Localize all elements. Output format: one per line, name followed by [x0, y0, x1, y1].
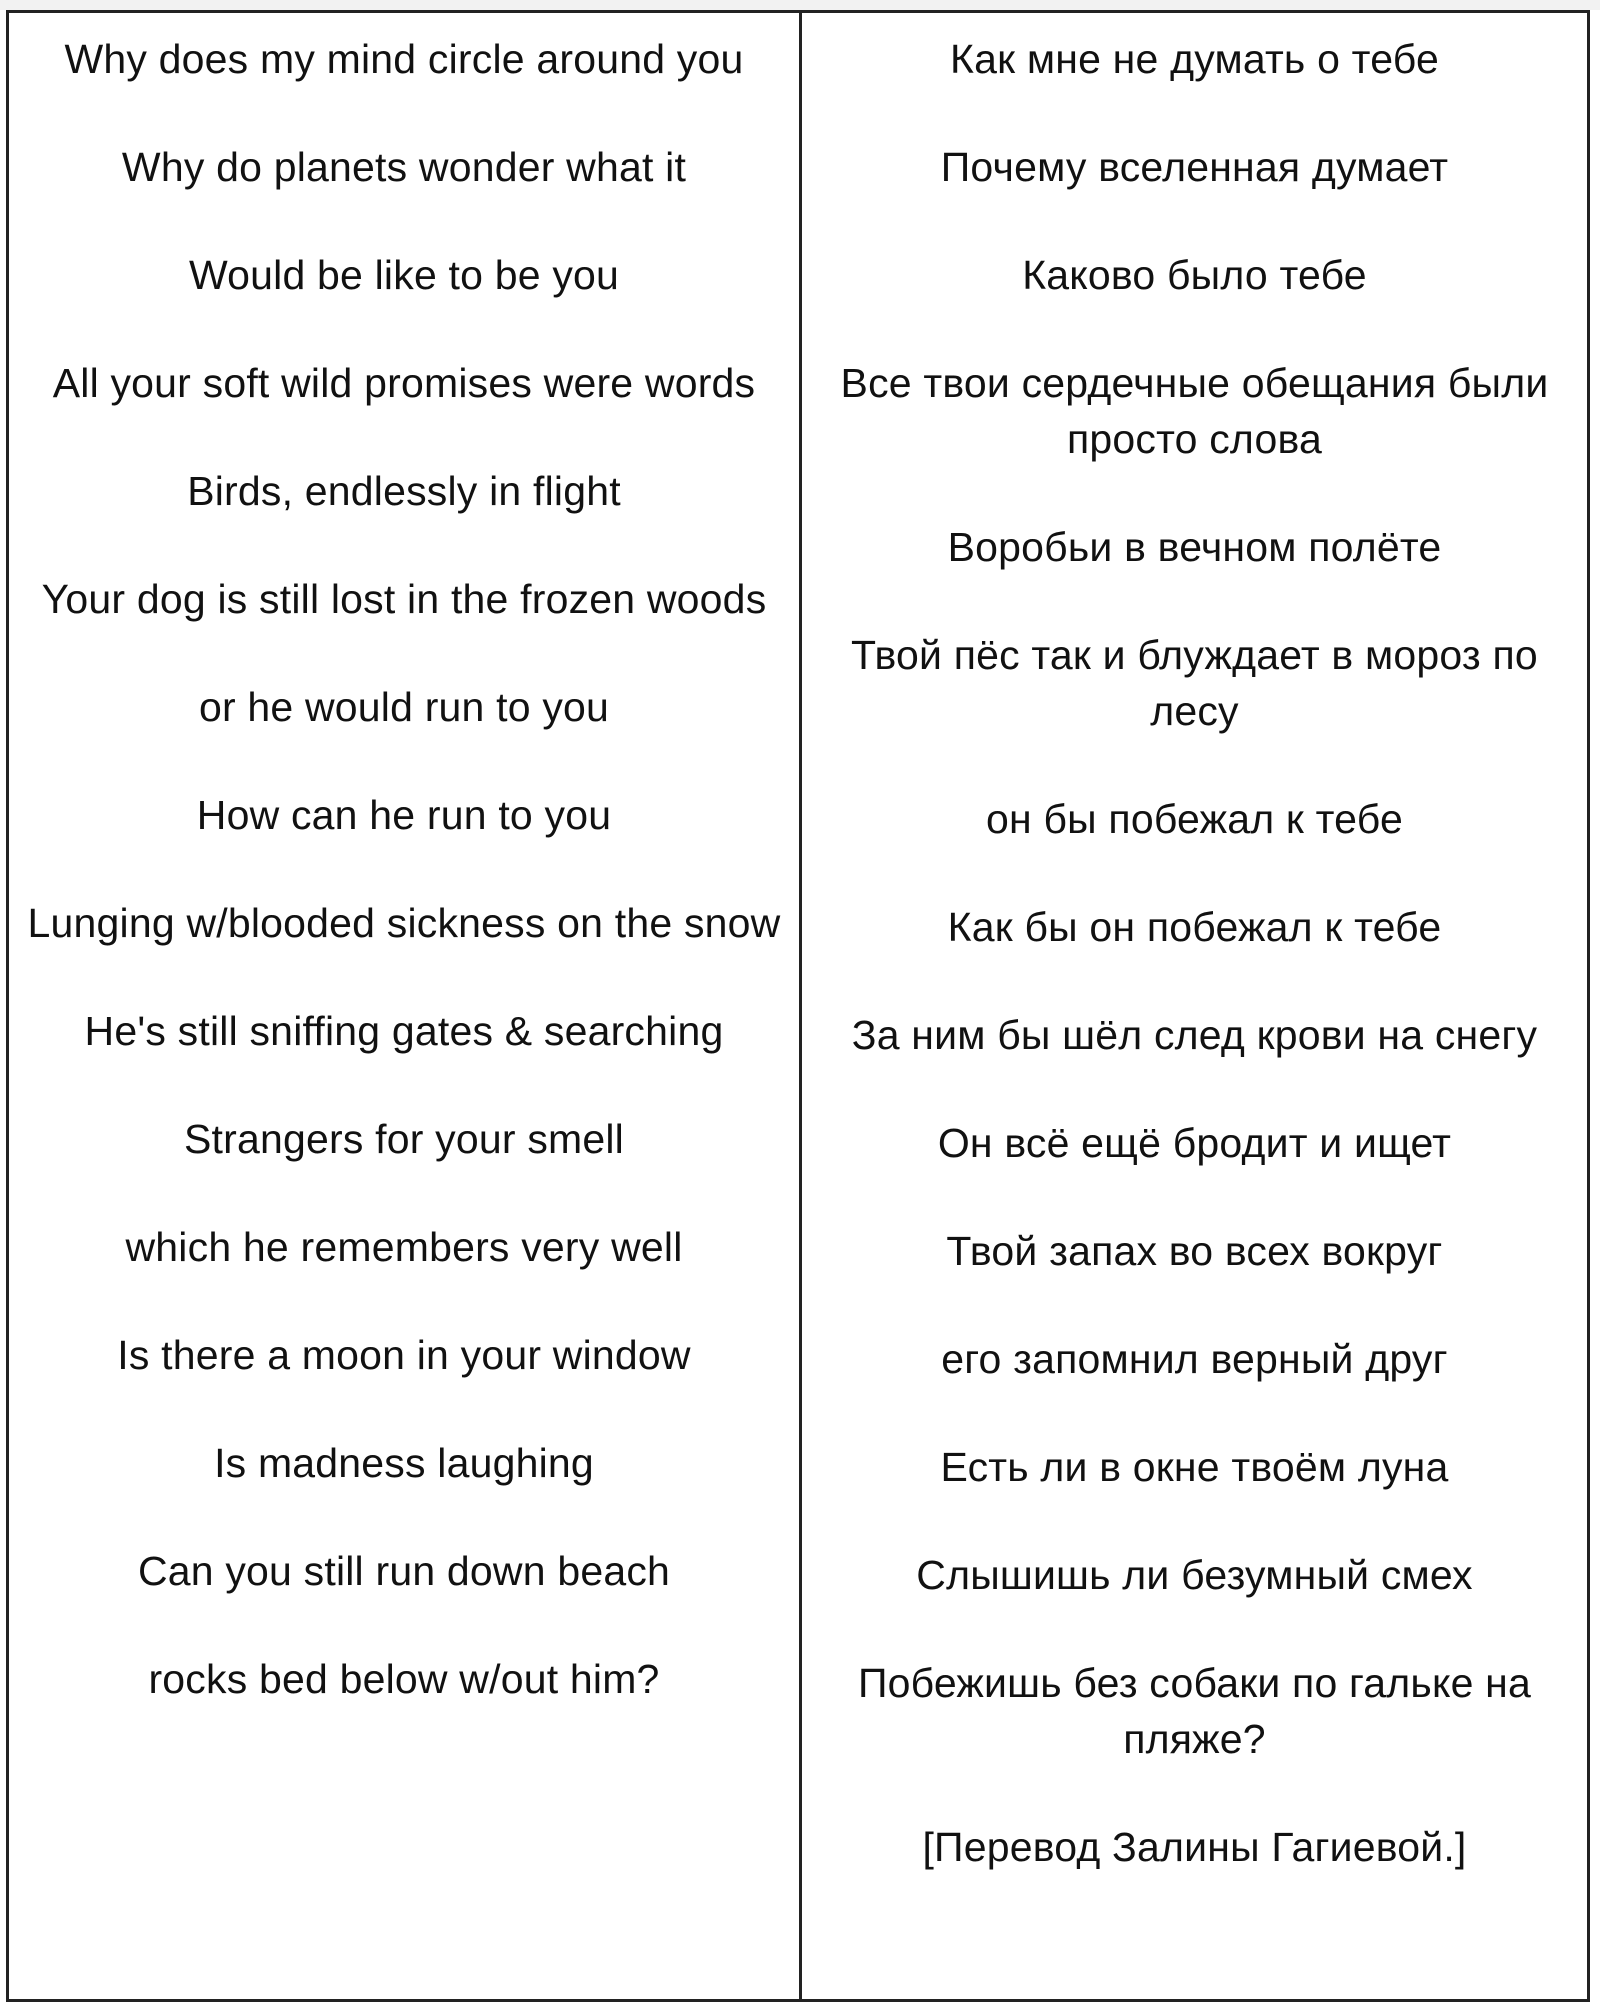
original-line: or he would run to you: [198, 684, 610, 730]
translation-line: Воробьи в вечном полёте: [947, 524, 1442, 570]
translation-line: Почему вселенная думает: [940, 144, 1449, 190]
translation-line: Твой пёс так и блуждает в мороз по лесу: [851, 632, 1538, 734]
translation-credit: [Перевод Залины Гагиевой.]: [922, 1824, 1467, 1870]
original-line: Your dog is still lost in the frozen woods: [41, 576, 767, 622]
original-line: Would be like to be you: [188, 252, 620, 298]
original-line: Can you still run down beach: [137, 1548, 671, 1594]
poem-translation-table: [6, 10, 1590, 2002]
original-line: Is madness laughing: [214, 1440, 594, 1486]
original-line: How can he run to you: [196, 792, 612, 838]
original-line: Is there a moon in your window: [117, 1332, 691, 1378]
original-line: Lunging w/blooded sickness on the snow: [27, 900, 781, 946]
original-line: Why does my mind circle around you: [64, 36, 744, 82]
translation-line: его запомнил верный друг: [941, 1336, 1448, 1382]
translation-line: Есть ли в окне твоём луна: [940, 1444, 1449, 1490]
original-line: which he remembers very well: [125, 1224, 683, 1270]
translation-line: Твой запах во всех вокруг: [946, 1228, 1443, 1274]
translation-line: Как бы он побежал к тебе: [947, 904, 1442, 950]
original-line: All your soft wild promises were words: [52, 360, 756, 406]
translation-line: Побежишь без собаки по гальке на пляже?: [857, 1660, 1532, 1762]
original-line: Strangers for your smell: [183, 1116, 624, 1162]
translation-line: За ним бы шёл след крови на снегу: [851, 1012, 1538, 1058]
russian-translation-column: [802, 13, 1587, 1999]
translation-line: Слышишь ли безумный смех: [916, 1552, 1473, 1598]
translation-line: Он всё ещё бродит и ищет: [937, 1120, 1452, 1166]
original-line: Why do planets wonder what it: [121, 144, 687, 190]
translation-line: Каково было тебе: [1022, 252, 1367, 298]
original-line: rocks bed below w/out him?: [148, 1656, 660, 1702]
translation-line: он бы побежал к тебе: [986, 796, 1403, 842]
translation-line: Как мне не думать о тебе: [950, 36, 1439, 82]
original-line: He's still sniffing gates & searching: [84, 1008, 724, 1054]
original-english-column: [9, 13, 802, 1999]
original-line: Birds, endlessly in flight: [187, 468, 621, 514]
translation-line: Все твои сердечные обещания были просто слова: [840, 360, 1549, 462]
top-border-strip: [0, 0, 1600, 10]
